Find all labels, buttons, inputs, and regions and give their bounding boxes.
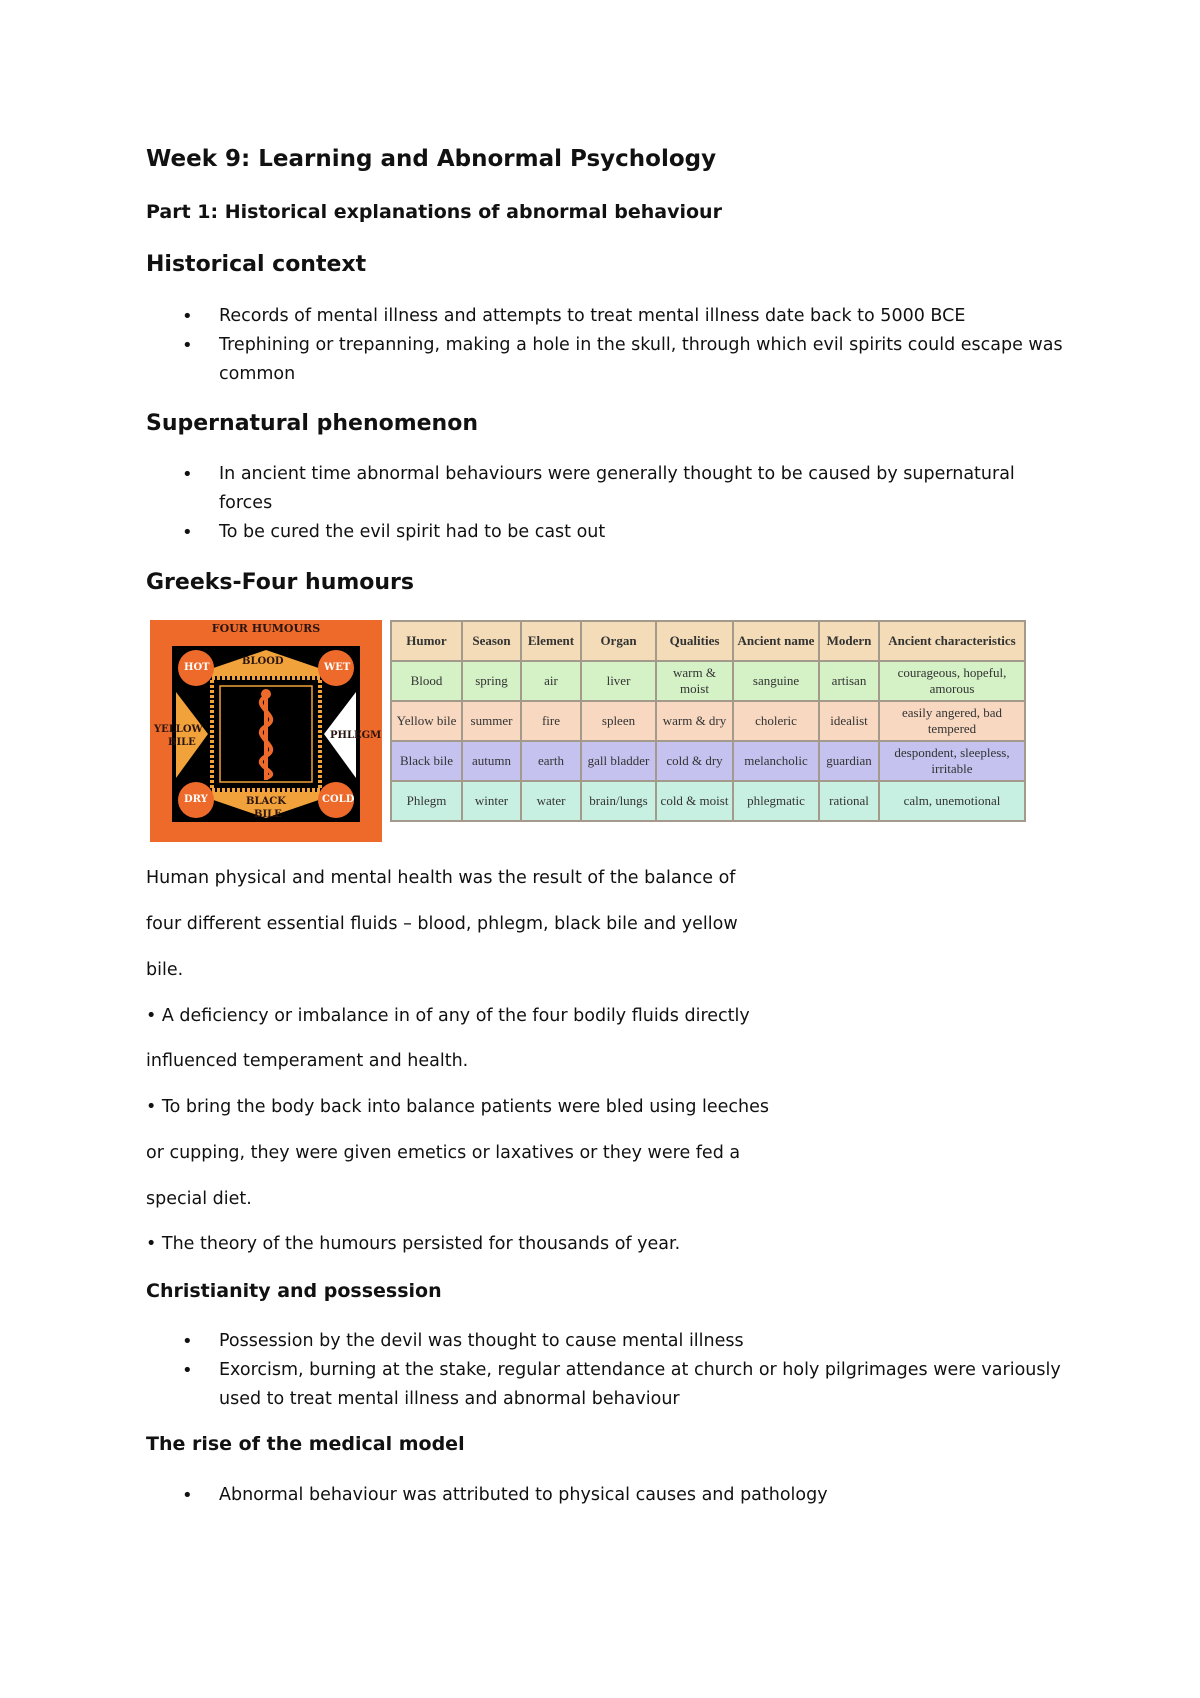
table-cell: air xyxy=(522,662,580,700)
table-header-cell: Element xyxy=(522,622,580,660)
part-heading: Part 1: Historical explanations of abnormal behaviour xyxy=(146,201,722,223)
table-cell: summer xyxy=(463,702,520,740)
table-header-cell: Qualities xyxy=(657,622,732,660)
list-item: • Possession by the devil was thought to cause mental illness xyxy=(146,1327,1066,1356)
table-cell: water xyxy=(522,782,580,820)
table-cell: artisan xyxy=(820,662,878,700)
table-cell: phlegmatic xyxy=(734,782,818,820)
table-header-cell: Humor xyxy=(392,622,461,660)
medical-model-list xyxy=(146,1481,1066,1510)
label-cold: COLD xyxy=(322,794,355,805)
heading-supernatural: Supernatural phenomenon xyxy=(146,411,478,436)
label-black-bile: BILE xyxy=(254,809,282,820)
table-cell: courageous, hopeful, amorous xyxy=(880,662,1024,700)
label-phlegm: PHLEGM xyxy=(330,730,382,741)
paragraph-line: or cupping, they were given emetics or laxatives or they were fed a xyxy=(146,1143,741,1163)
table-cell: easily angered, bad tempered xyxy=(880,702,1024,740)
table-header-cell: Season xyxy=(463,622,520,660)
supernatural-list xyxy=(146,460,1066,547)
label-blood: BLOOD xyxy=(242,656,284,667)
table-row xyxy=(392,702,1024,740)
label-yellow-bile: BILE xyxy=(168,737,196,748)
list-item: • In ancient time abnormal behaviours were generally thought to be caused by supernatural forces xyxy=(146,460,1066,518)
heading-christianity: Christianity and possession xyxy=(146,1280,442,1302)
paragraph-line: four different essential fluids – blood, phlegm, black bile and yellow xyxy=(146,914,738,934)
table-cell: rational xyxy=(820,782,878,820)
table-cell: choleric xyxy=(734,702,818,740)
humours-table xyxy=(390,620,1026,822)
table-cell: winter xyxy=(463,782,520,820)
list-item: • To be cured the evil spirit had to be cast out xyxy=(146,518,1066,547)
table-cell: cold & dry xyxy=(657,742,732,780)
table-cell: spring xyxy=(463,662,520,700)
paragraph-line: • A deficiency or imbalance in of any of the four bodily fluids directly xyxy=(146,1006,750,1026)
table-row xyxy=(392,662,1024,700)
paragraph-line: Human physical and mental health was the result of the balance of xyxy=(146,868,736,888)
table-cell: calm, unemotional xyxy=(880,782,1024,820)
label-hot: HOT xyxy=(184,662,210,673)
label-dry: DRY xyxy=(184,794,208,805)
table-cell: earth xyxy=(522,742,580,780)
paragraph-line: special diet. xyxy=(146,1189,252,1209)
table-header-cell: Organ xyxy=(582,622,655,660)
four-humours-diagram xyxy=(150,620,382,842)
historical-context-list xyxy=(146,302,1066,389)
table-cell: melancholic xyxy=(734,742,818,780)
table-header-cell: Ancient name xyxy=(734,622,818,660)
table-cell: Blood xyxy=(392,662,461,700)
heading-historical-context: Historical context xyxy=(146,252,367,277)
table-cell: Phlegm xyxy=(392,782,461,820)
table-cell: idealist xyxy=(820,702,878,740)
paragraph-line: • To bring the body back into balance patients were bled using leeches xyxy=(146,1097,770,1117)
table-cell: despondent, sleepless, irritable xyxy=(880,742,1024,780)
page-title: Week 9: Learning and Abnormal Psychology xyxy=(146,146,717,172)
table-cell: sanguine xyxy=(734,662,818,700)
table-cell: warm & moist xyxy=(657,662,732,700)
diagram-title: FOUR HUMOURS xyxy=(211,622,321,635)
table-cell: warm & dry xyxy=(657,702,732,740)
paragraph-line: bile. xyxy=(146,960,184,980)
list-item: • Exorcism, burning at the stake, regular attendance at church or holy pilgrimages were variously used to treat mental illness and abnormal behaviour xyxy=(146,1356,1066,1414)
table-cell: liver xyxy=(582,662,655,700)
paragraph-line: • The theory of the humours persisted for thousands of year. xyxy=(146,1234,681,1254)
heading-greeks: Greeks-Four humours xyxy=(146,570,414,595)
table-cell: fire xyxy=(522,702,580,740)
table-cell: Yellow bile xyxy=(392,702,461,740)
table-cell: gall bladder xyxy=(582,742,655,780)
table-cell: brain/lungs xyxy=(582,782,655,820)
table-header-row xyxy=(392,622,1024,660)
list-item: • Trephining or trepanning, making a hole in the skull, through which evil spirits could escape was common xyxy=(146,331,1066,389)
table-cell: guardian xyxy=(820,742,878,780)
table-header-cell: Modern xyxy=(820,622,878,660)
label-wet: WET xyxy=(324,662,351,673)
paragraph-line: influenced temperament and health. xyxy=(146,1051,469,1071)
table-row xyxy=(392,742,1024,780)
list-item: • Abnormal behaviour was attributed to physical causes and pathology xyxy=(146,1481,1066,1510)
table-cell: autumn xyxy=(463,742,520,780)
table-cell: spleen xyxy=(582,702,655,740)
label-yellow: YELLOW xyxy=(154,724,203,735)
table-cell: Black bile xyxy=(392,742,461,780)
table-cell: cold & moist xyxy=(657,782,732,820)
table-row xyxy=(392,782,1024,820)
list-item: • Records of mental illness and attempts to treat mental illness date back to 5000 BCE xyxy=(146,302,1066,331)
christianity-list xyxy=(146,1327,1066,1414)
label-black: BLACK xyxy=(246,796,286,807)
table-header-cell: Ancient characteristics xyxy=(880,622,1024,660)
heading-medical-model: The rise of the medical model xyxy=(146,1433,465,1455)
